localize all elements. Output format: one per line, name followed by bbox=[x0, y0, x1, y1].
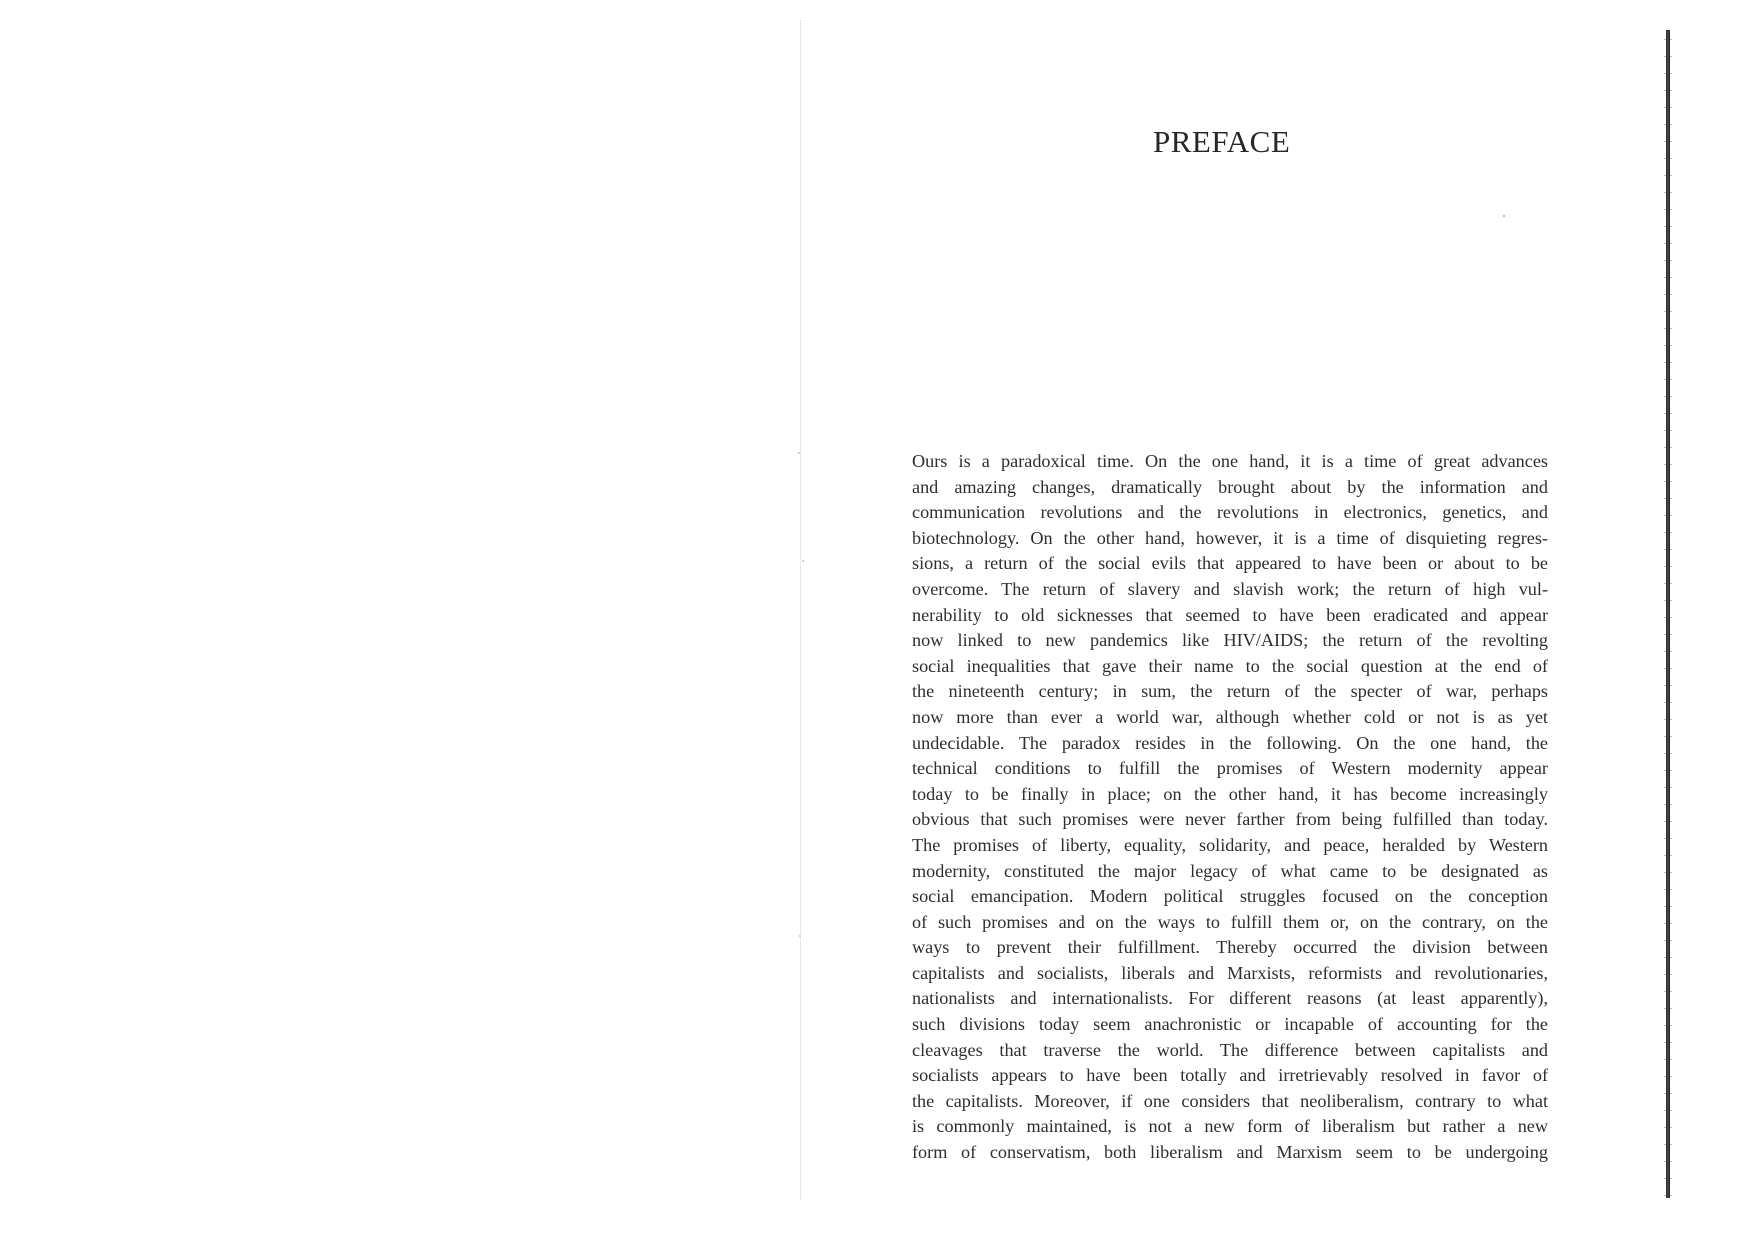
text-line: nerability to old sicknesses that seemed to have been eradicated and appear bbox=[912, 604, 1548, 625]
text-line: sions, a return of the social evils that appeared to have been or about to be bbox=[912, 553, 1548, 574]
text-line: such divisions today seem anachronistic or incapable of accounting for the bbox=[912, 1014, 1548, 1035]
text-line: social emancipation. Modern political struggles focused on the conception bbox=[912, 886, 1548, 907]
text-line: of such promises and on the ways to fulfill them or, on the contrary, on the bbox=[912, 911, 1548, 932]
preface-body-text bbox=[912, 449, 1548, 1166]
text-line: cleavages that traverse the world. The difference between capitalists and bbox=[912, 1039, 1548, 1060]
text-line: today to be finally in place; on the other hand, it has become increasingly bbox=[912, 783, 1548, 804]
text-line: the nineteenth century; in sum, the return of the specter of war, perhaps bbox=[912, 681, 1548, 702]
text-line: is commonly maintained, is not a new form of liberalism but rather a new bbox=[912, 1116, 1548, 1137]
text-line: modernity, constituted the major legacy of what came to be designated as bbox=[912, 860, 1548, 881]
text-line: capitalists and socialists, liberals and Marxists, reformists and revolutionaries, bbox=[912, 962, 1548, 983]
text-line: socialists appears to have been totally and irretrievably resolved in favor of bbox=[912, 1065, 1548, 1086]
text-line: and amazing changes, dramatically brought about by the information and bbox=[912, 476, 1548, 497]
text-line: The promises of liberty, equality, solidarity, and peace, heralded by Western bbox=[912, 834, 1548, 855]
text-line: obvious that such promises were never farther from being fulfilled than today. bbox=[912, 809, 1548, 830]
text-line: now more than ever a world war, although whether cold or not is as yet bbox=[912, 706, 1548, 727]
text-line: ways to prevent their fulfillment. Thereby occurred the division between bbox=[912, 937, 1548, 958]
page-edge bbox=[1666, 30, 1670, 1198]
text-line: social inequalities that gave their name to the social question at the end of bbox=[912, 655, 1548, 676]
chapter-title: PREFACE bbox=[1153, 124, 1291, 159]
text-line: form of conservatism, both liberalism and Marxism seem to be undergoing bbox=[912, 1142, 1548, 1163]
text-line: communication revolutions and the revolutions in electronics, genetics, and bbox=[912, 502, 1548, 523]
text-line: biotechnology. On the other hand, however, it is a time of disquieting regres- bbox=[912, 527, 1548, 548]
text-line: the capitalists. Moreover, if one considers that neoliberalism, contrary to what bbox=[912, 1090, 1548, 1111]
text-line: nationalists and internationalists. For different reasons (at least apparently), bbox=[912, 988, 1548, 1009]
blank-left-page bbox=[0, 0, 800, 1240]
text-line: technical conditions to fulfill the promises of Western modernity appear bbox=[912, 758, 1548, 779]
scan-speck bbox=[1503, 215, 1505, 217]
text-line: now linked to new pandemics like HIV/AIDS; the return of the revolting bbox=[912, 630, 1548, 651]
text-line: overcome. The return of slavery and slavish work; the return of high vul- bbox=[912, 578, 1548, 599]
text-line: undecidable. The paradox resides in the following. On the one hand, the bbox=[912, 732, 1548, 753]
text-line: Ours is a paradoxical time. On the one hand, it is a time of great advances bbox=[912, 451, 1548, 471]
